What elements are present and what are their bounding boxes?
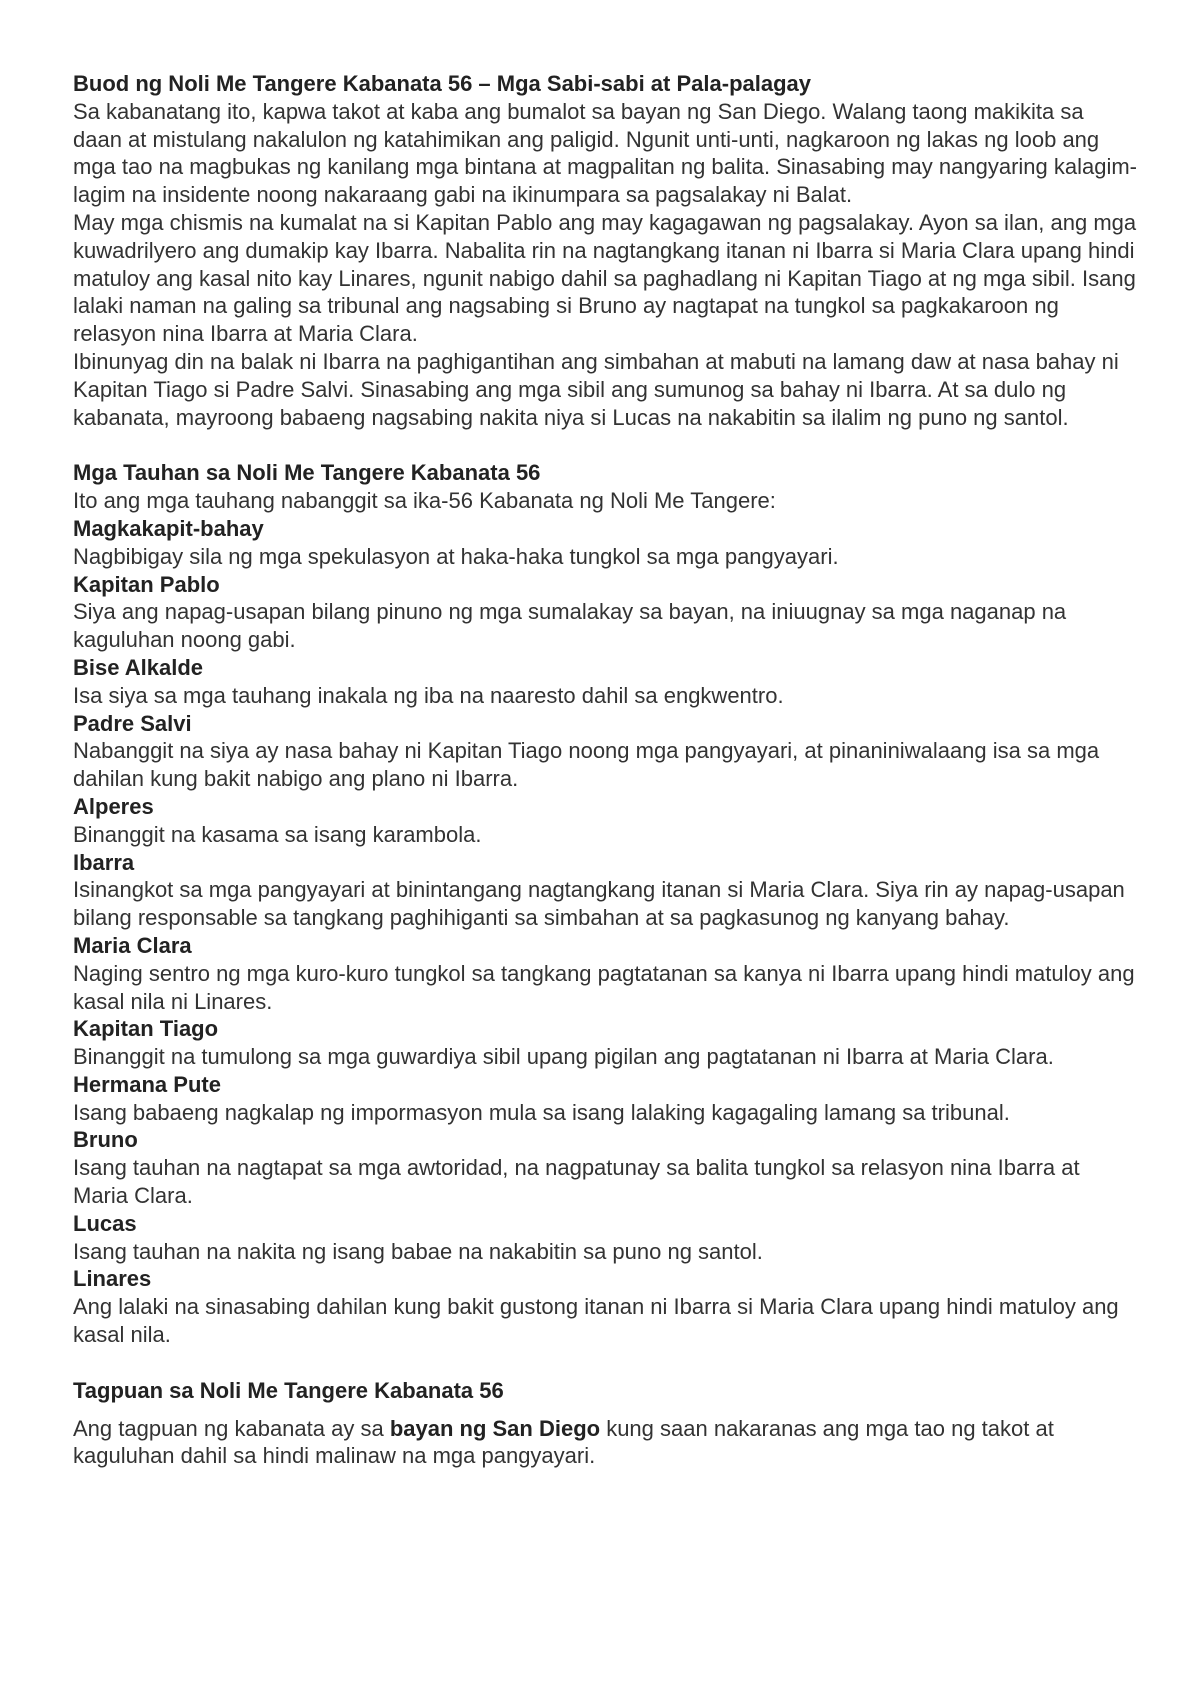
character-entry bbox=[73, 932, 1138, 1015]
summary-heading: Buod ng Noli Me Tangere Kabanata 56 – Mga Sabi-sabi at Pala-palagay bbox=[73, 71, 811, 96]
summary-paragraph-1: Sa kabanatang ito, kapwa takot at kaba ang bumalot sa bayan ng San Diego. Walang taong makikita sa daan at mistulang nakalulon ng katahimikan ang paligid. Ngunit unti-unti, nagkaroon ng lakas ng loob ang mga tao na magbukas ng kanilang mga bintana at magpalitan ng balita. Sinasabing may nangyaring kalagim-lagim na insidente noong nakaraang gabi na ikinumpara sa pagsalakay ni Balat. bbox=[73, 98, 1138, 208]
character-description: Binanggit na kasama sa isang karambola. bbox=[73, 821, 482, 847]
character-description: Isang tauhan na nagtapat sa mga awtoridad, na nagpatunay sa balita tungkol sa relasyon nina Ibarra at Maria Clara. bbox=[73, 1155, 1080, 1209]
character-entry bbox=[73, 710, 1138, 793]
character-description: Isinangkot sa mga pangyayari at binintangang nagtangkang itanan si Maria Clara. Siya rin ay napag-usapan bilang responsable sa tangkang paghihiganti sa simbahan at sa pagkasunog ng kanyang bahay. bbox=[73, 877, 1125, 931]
character-description: Siya ang napag-usapan bilang pinuno ng mga sumalakay sa bayan, na iniuugnay sa mga naganap na kaguluhan noong gabi. bbox=[73, 599, 1067, 653]
character-name: Bruno bbox=[73, 1127, 138, 1153]
character-entry bbox=[73, 1015, 1138, 1071]
character-name: Magkakapit-bahay bbox=[73, 515, 264, 541]
setting-heading: Tagpuan sa Noli Me Tangere Kabanata 56 bbox=[73, 1377, 504, 1403]
character-name: Maria Clara bbox=[73, 932, 192, 958]
character-description: Binanggit na tumulong sa mga guwardiya sibil upang pigilan ang pagtatanan ni Ibarra at Maria Clara. bbox=[73, 1044, 1054, 1070]
setting-place-bold: bayan ng San Diego bbox=[389, 1415, 601, 1441]
character-name: Kapitan Pablo bbox=[73, 571, 220, 597]
character-description: Isa siya sa mga tauhang inakala ng iba na naaresto dahil sa engkwentro. bbox=[73, 682, 784, 708]
character-entry bbox=[73, 1071, 1138, 1127]
summary-paragraph-2: May mga chismis na kumalat na si Kapitan Pablo ang may kagagawan ng pagsalakay. Ayon sa ilan, ang mga kuwadrilyero ang dumakip kay Ibarra. Nabalita rin na nagtangkang itanan ni Ibarra si Maria Clara upang hindi matuloy ang kasal nito kay Linares, ngunit nabigo dahil sa paghadlang ni Kapitan Tiago at ng mga sibil. Isang lalaki naman na galing sa tribunal ang nagsabing si Bruno ay nagtapat na tungkol sa pagkakaroon ng relasyon nina Ibarra at Maria Clara. bbox=[73, 209, 1137, 347]
character-name: Bise Alkalde bbox=[73, 654, 204, 680]
document-page bbox=[73, 70, 1138, 1470]
character-name: Padre Salvi bbox=[73, 710, 192, 736]
characters-section bbox=[73, 459, 1138, 1349]
character-entry bbox=[73, 1210, 1138, 1266]
character-name: Ibarra bbox=[73, 849, 135, 875]
setting-section bbox=[73, 1377, 1138, 1470]
character-description: Nabanggit na siya ay nasa bahay ni Kapitan Tiago noong mga pangyayari, at pinaniniwalaang isa sa mga dahilan kung bakit nabigo ang plano ni Ibarra. bbox=[73, 738, 1100, 792]
character-description: Isang tauhan na nakita ng isang babae na nakabitin sa puno ng santol. bbox=[73, 1238, 763, 1264]
setting-text-before: Ang tagpuan ng kabanata ay sa bbox=[73, 1415, 390, 1441]
character-entry bbox=[73, 849, 1138, 932]
character-entry bbox=[73, 1265, 1138, 1348]
character-description: Nagbibigay sila ng mga spekulasyon at haka-haka tungkol sa mga pangyayari. bbox=[73, 543, 839, 569]
character-entry bbox=[73, 1126, 1138, 1209]
character-description: Isang babaeng nagkalap ng impormasyon mula sa isang lalaking kagagaling lamang sa tribunal. bbox=[73, 1099, 1010, 1125]
summary-section bbox=[73, 70, 1138, 431]
character-name: Linares bbox=[73, 1266, 152, 1292]
character-entry bbox=[73, 515, 1138, 571]
setting-paragraph bbox=[73, 1415, 1138, 1471]
character-entry bbox=[73, 571, 1138, 654]
summary-paragraph-3: Ibinunyag din na balak ni Ibarra na paghigantihan ang simbahan at mabuti na lamang daw at nasa bahay ni Kapitan Tiago si Padre Salvi. Sinasabing ang mga sibil ang sumunog sa bahay ni Ibarra. At sa dulo ng kabanata, mayroong babaeng nagsabing nakita niya si Lucas na nakabitin sa ilalim ng puno ng santol. bbox=[73, 348, 1119, 430]
character-name: Alperes bbox=[73, 793, 154, 819]
characters-intro: Ito ang mga tauhang nabanggit sa ika-56 Kabanata ng Noli Me Tangere: bbox=[73, 488, 776, 514]
character-name: Hermana Pute bbox=[73, 1071, 221, 1097]
character-description: Ang lalaki na sinasabing dahilan kung bakit gustong itanan ni Ibarra si Maria Clara upang hindi matuloy ang kasal nila. bbox=[73, 1294, 1119, 1348]
character-entry bbox=[73, 654, 1138, 710]
character-entry bbox=[73, 793, 1138, 849]
setting-text-after: kung saan nakaranas ang mga tao ng takot at kaguluhan dahil sa hindi malinaw na mga pangyayari. bbox=[73, 1415, 1054, 1469]
character-name: Lucas bbox=[73, 1210, 137, 1236]
character-description: Naging sentro ng mga kuro-kuro tungkol sa tangkang pagtatanan sa kanya ni Ibarra upang hindi matuloy ang kasal nila ni Linares. bbox=[73, 960, 1135, 1014]
character-name: Kapitan Tiago bbox=[73, 1016, 219, 1042]
characters-heading: Mga Tauhan sa Noli Me Tangere Kabanata 56 bbox=[73, 460, 541, 486]
